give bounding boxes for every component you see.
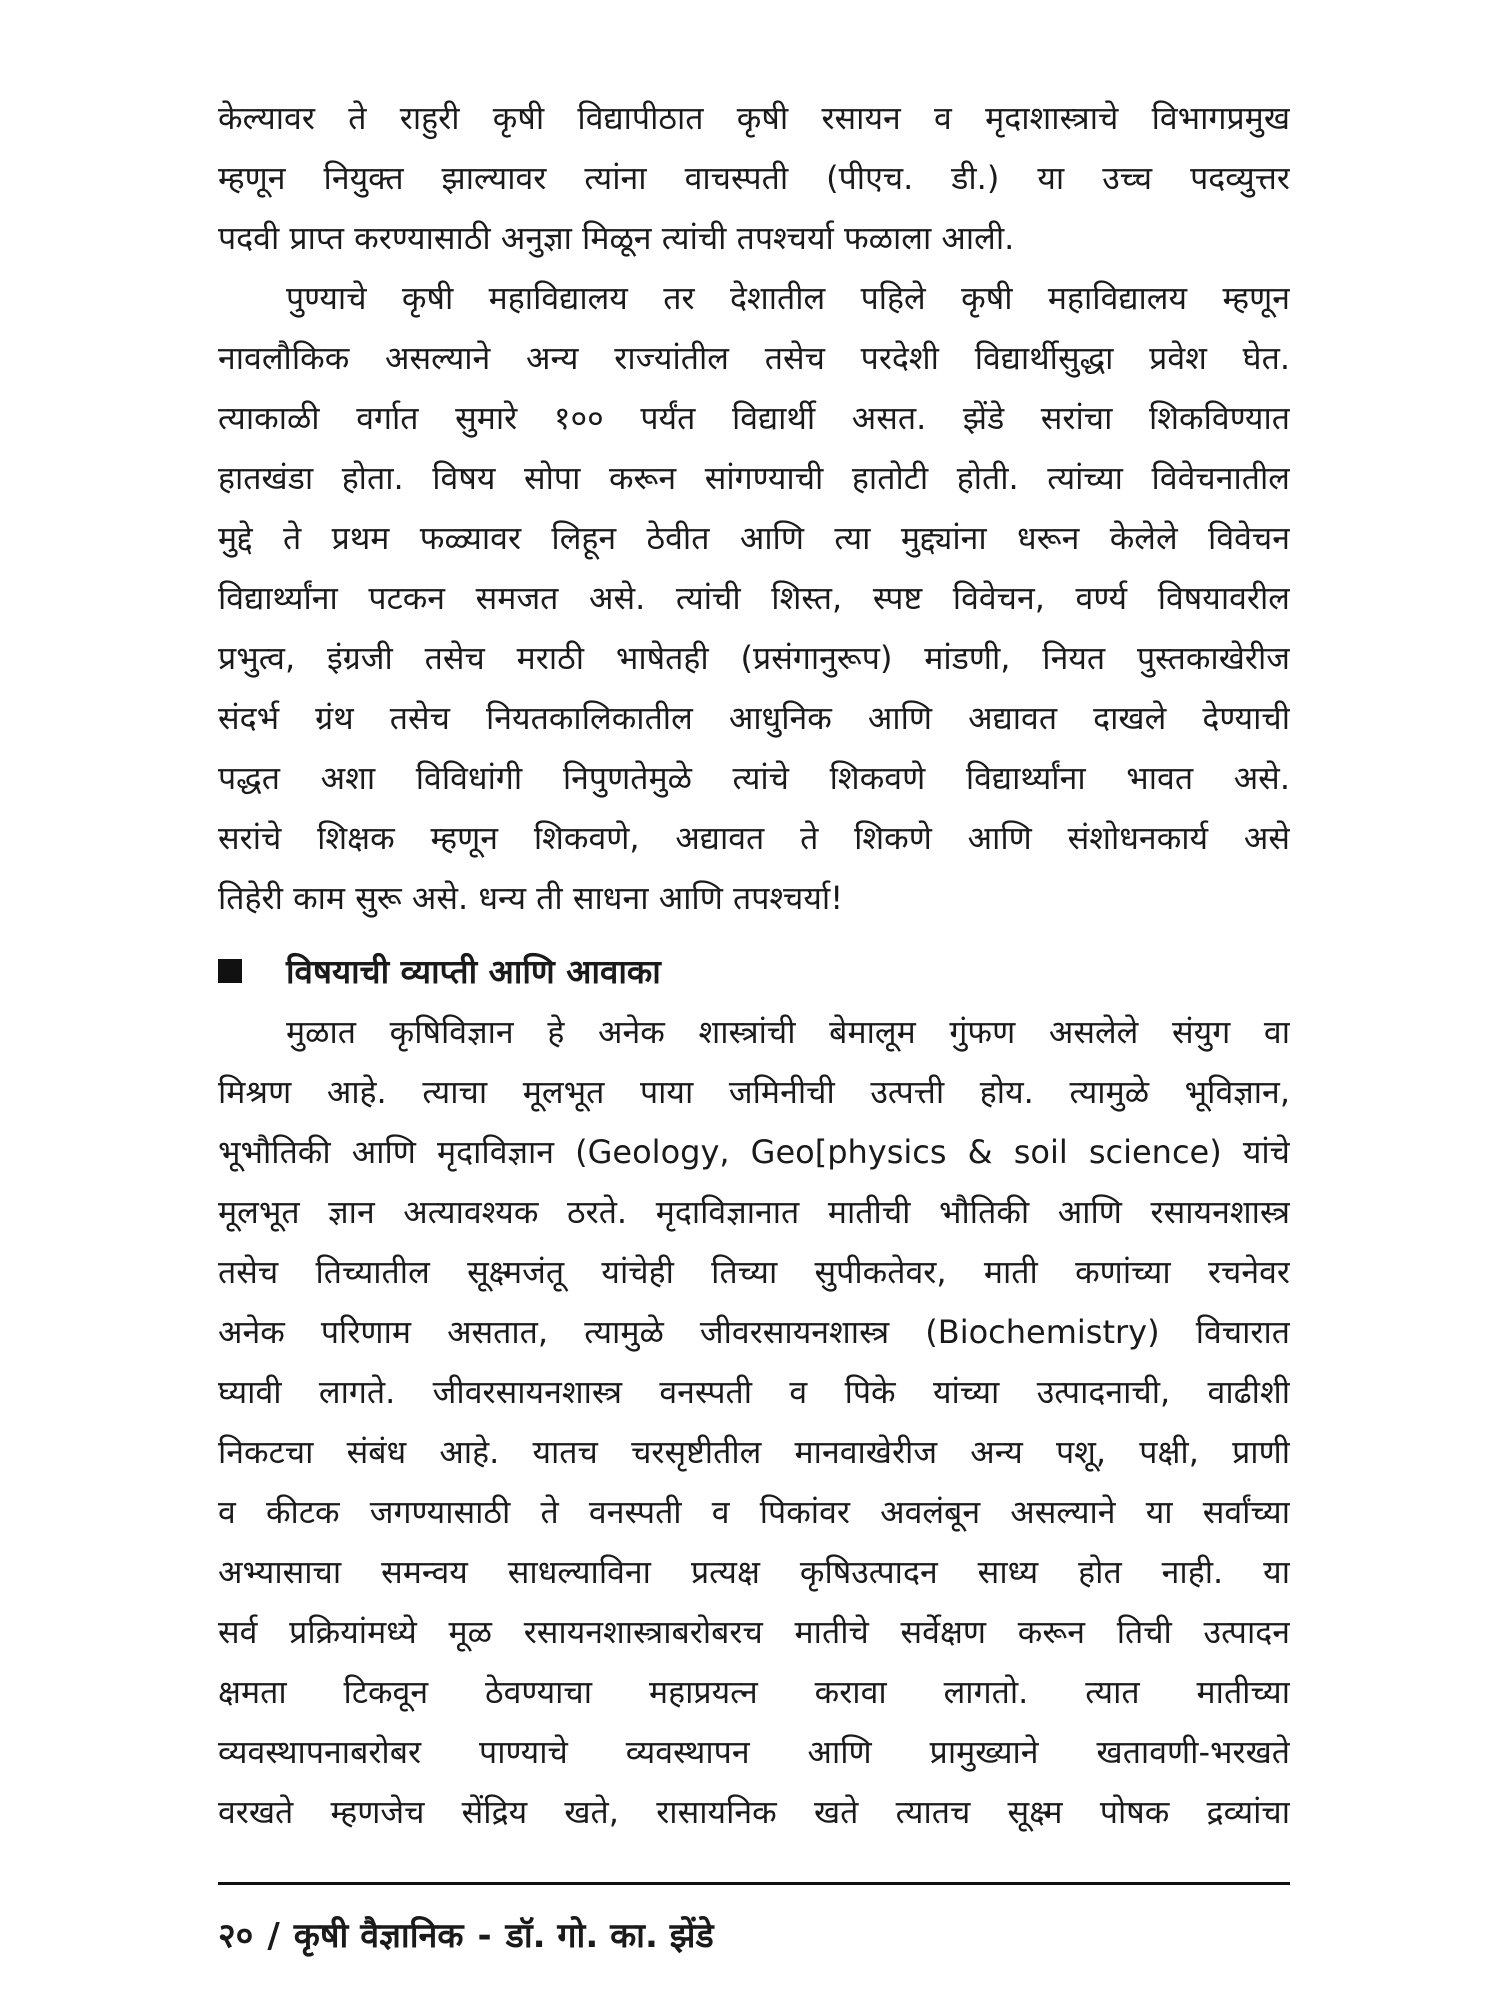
footer-dash: - <box>477 1916 492 1956</box>
text-line: तिहेरी काम सुरू असे. धन्य ती साधना आणि तपश्चर्या! <box>218 879 844 917</box>
footer-separator: / <box>267 1916 280 1956</box>
text-line: अनेक परिणाम असतात, त्यामुळे जीवरसायनशास्त्र (Biochemistry) विचारात <box>218 1313 1290 1351</box>
text-line: सरांचे शिक्षक म्हणून शिकवणे, अद्यावत ते शिकणे आणि संशोधनकार्य असे <box>218 819 1290 857</box>
text-line: वरखते म्हणजेच सेंद्रिय खते, रासायनिक खते त्यातच सूक्ष्म पोषक द्रव्यांचा <box>218 1793 1290 1831</box>
text-line: म्हणून नियुक्त झाल्यावर त्यांना वाचस्पती (पीएच. डी.) या उच्च पदव्युत्तर <box>218 159 1290 197</box>
page-number: २० <box>218 1916 254 1956</box>
text-line: मुद्दे ते प्रथम फळ्यावर लिहून ठेवीत आणि त्या मुद्द्यांना धरून केलेले विवेचन <box>218 519 1290 557</box>
text-line: हातखंडा होता. विषय सोपा करून सांगण्याची हातोटी होती. त्यांच्या विवेचनातील <box>218 459 1290 497</box>
text-line: नावलौकिक असल्याने अन्य राज्यांतील तसेच परदेशी विद्यार्थीसुद्धा प्रवेश घेत. <box>218 339 1290 377</box>
text-line: घ्यावी लागते. जीवरसायनशास्त्र वनस्पती व पिके यांच्या उत्पादनाची, वाढीशी <box>218 1373 1290 1411</box>
text-line: मुळात कृषिविज्ञान हे अनेक शास्त्रांची बेमालूम गुंफण असलेले संयुग वा <box>286 1013 1290 1051</box>
text-line: प्रभुत्व, इंग्रजी तसेच मराठी भाषेतही (प्रसंगानुरूप) मांडणी, नियत पुस्तकाखेरीज <box>218 639 1290 677</box>
text-line: संदर्भ ग्रंथ तसेच नियतकालिकातील आधुनिक आणि अद्यावत दाखले देण्याची <box>218 699 1290 737</box>
text-line: पुण्याचे कृषी महाविद्यालय तर देशातील पहिले कृषी महाविद्यालय म्हणून <box>286 279 1290 317</box>
text-line: तसेच तिच्यातील सूक्ष्मजंतू यांचेही तिच्या सुपीकतेवर, माती कणांच्या रचनेवर <box>218 1253 1290 1291</box>
text-line: केल्यावर ते राहुरी कृषी विद्यापीठात कृषी रसायन व मृदाशास्त्राचे विभागप्रमुख <box>218 99 1290 137</box>
author-name: डॉ. गो. का. झेंडे <box>505 1916 714 1956</box>
paragraph-teaching <box>218 268 1290 928</box>
text-line: क्षमता टिकवून ठेवण्याचा महाप्रयत्न करावा लागतो. त्यात मातीच्या <box>218 1673 1290 1711</box>
text-line: भूभौतिकी आणि मृदाविज्ञान (Geology, Geo[physics & soil science) यांचे <box>218 1133 1290 1171</box>
text-line: अभ्यासाचा समन्वय साधल्याविना प्रत्यक्ष कृषिउत्पादन साध्य होत नाही. या <box>218 1553 1290 1591</box>
section-heading-text: विषयाची व्याप्ती आणि आवाका <box>286 952 661 991</box>
footer-divider <box>218 1882 1290 1885</box>
text-line: पदवी प्राप्त करण्यासाठी अनुज्ञा मिळून त्यांची तपश्चर्या फळाला आली. <box>218 219 1015 257</box>
paragraph-scope <box>218 1002 1290 1842</box>
section-heading <box>218 942 661 1002</box>
text-line: मिश्रण आहे. त्याचा मूलभूत पाया जमिनीची उत्पत्ती होय. त्यामुळे भूविज्ञान, <box>218 1073 1290 1111</box>
square-bullet-icon <box>218 959 242 983</box>
book-title: कृषी वैज्ञानिक <box>293 1916 464 1956</box>
text-line: व्यवस्थापनाबरोबर पाण्याचे व्यवस्थापन आणि प्रामुख्याने खतावणी-भरखते <box>218 1733 1290 1771</box>
page-footer <box>218 1906 714 1966</box>
text-line: व कीटक जगण्यासाठी ते वनस्पती व पिकांवर अवलंबून असल्याने या सर्वांच्या <box>218 1493 1290 1531</box>
text-line: त्याकाळी वर्गात सुमारे १०० पर्यंत विद्यार्थी असत. झेंडे सरांचा शिकविण्यात <box>218 399 1290 437</box>
paragraph-continuation <box>218 88 1290 268</box>
text-line: मूलभूत ज्ञान अत्यावश्यक ठरते. मृदाविज्ञानात मातीची भौतिकी आणि रसायनशास्त्र <box>218 1193 1290 1231</box>
text-line: विद्यार्थ्यांना पटकन समजत असे. त्यांची शिस्त, स्पष्ट विवेचन, वर्ण्य विषयावरील <box>218 579 1290 617</box>
text-line: सर्व प्रक्रियांमध्ये मूळ रसायनशास्त्राबरोबरच मातीचे सर्वेक्षण करून तिची उत्पादन <box>218 1613 1290 1651</box>
text-line: पद्धत अशा विविधांगी निपुणतेमुळे त्यांचे शिकवणे विद्यार्थ्यांना भावत असे. <box>218 759 1290 797</box>
text-line: निकटचा संबंध आहे. यातच चरसृष्टीतील मानवाखेरीज अन्य पशू, पक्षी, प्राणी <box>218 1433 1290 1471</box>
